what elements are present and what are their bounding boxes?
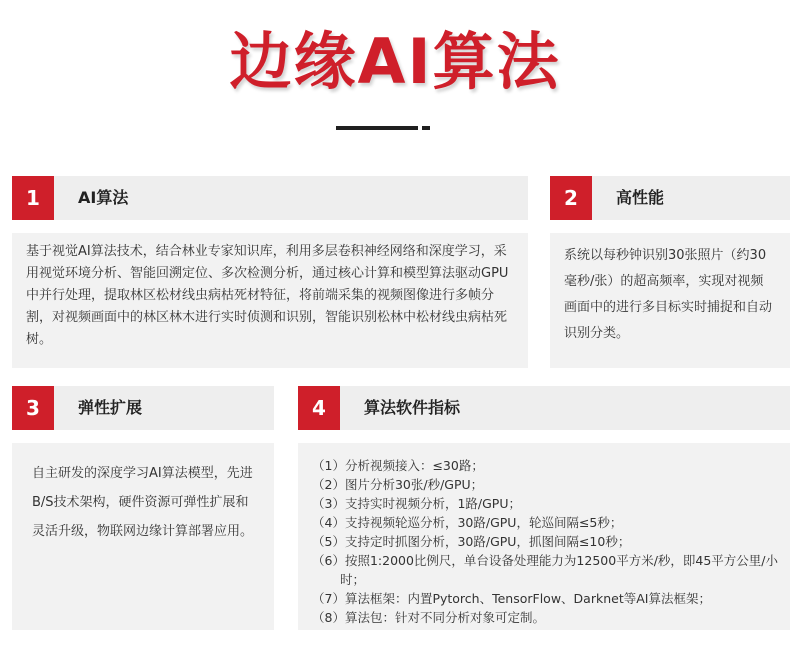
card-title: 算法软件指标: [364, 398, 461, 417]
card-performance-body: [550, 233, 790, 368]
title-underline: [336, 126, 418, 130]
metric-item: （1）分析视频接入：≤30路；: [312, 458, 484, 473]
card-number-badge: 4: [298, 386, 340, 430]
card-elastic-header: [12, 386, 274, 430]
title-underline-dot: [422, 126, 430, 130]
card-title: AI算法: [78, 188, 129, 207]
metric-item: （5）支持定时抓图分析，30路/GPU，抓图间隔≤10秒；: [312, 534, 631, 549]
metric-item: （7）算法框架：内置Pytorch、TensorFlow、Darknet等AI算法框架；: [312, 591, 711, 606]
card-elastic-body: [12, 443, 274, 630]
card-title: 高性能: [616, 188, 665, 207]
card-description: 系统以每秒钟识别30张照片（约30毫秒/张）的超高频率，实现对视频画面中的进行多目标实时捕捉和自动识别分类。: [564, 248, 773, 341]
metric-item: （6）按照1:2000比例尺，单台设备处理能力为12500平方米/秒，即45平方公里/小时；: [312, 553, 779, 587]
card-number-badge: 1: [12, 176, 54, 220]
card-performance-header: [550, 176, 790, 220]
page-title: 边缘AI算法: [229, 25, 561, 98]
metric-item: （4）支持视频轮巡分析，30路/GPU，轮巡间隔≤5秒；: [312, 515, 623, 530]
metric-item: （2）图片分析30张/秒/GPU；: [312, 477, 484, 492]
card-description: 基于视觉AI算法技术，结合林业专家知识库，利用多层卷积神经网络和深度学习，采用视觉环境分析、智能回溯定位、多次检测分析，通过核心计算和模型算法驱动GPU中并行处理，提取林区松材线虫病枯死材特征，将前端采集的视频图像进行多帧分割，对视频画面中的林区林木进行实时侦测和识别，智能识别松林中松材线虫病枯死树。: [26, 244, 509, 347]
card-number-badge: 3: [12, 386, 54, 430]
card-number-badge: 2: [550, 176, 592, 220]
card-ai-algorithm-header: [12, 176, 528, 220]
card-metrics-header: [298, 386, 790, 430]
card-ai-algorithm-body: [12, 233, 528, 368]
metric-item: （3）支持实时视频分析，1路/GPU；: [312, 496, 521, 511]
card-title: 弹性扩展: [78, 398, 143, 417]
card-description: 自主研发的深度学习AI算法模型，先进B/S技术架构，硬件资源可弹性扩展和灵活升级，物联网边缘计算部署应用。: [32, 466, 254, 539]
metric-item: （8）算法包：针对不同分析对象可定制。: [312, 610, 545, 625]
card-metrics-body: [298, 443, 790, 630]
